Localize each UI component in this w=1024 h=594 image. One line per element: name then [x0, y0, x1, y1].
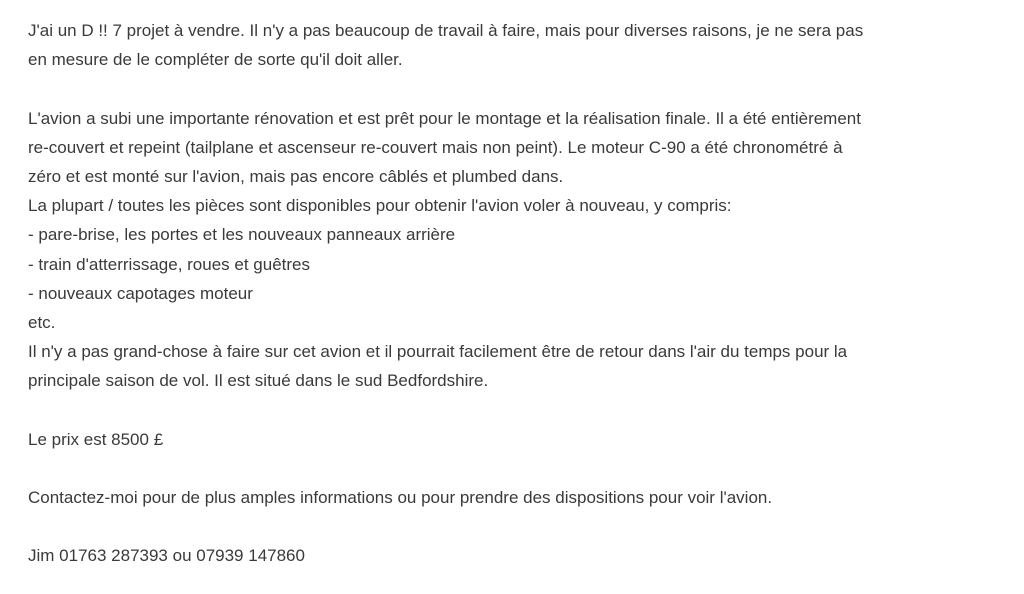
paragraph-gap — [28, 395, 1018, 424]
intro-line-1: J'ai un D !! 7 projet à vendre. Il n'y a pas beaucoup de travail à faire, mais pour diverses raisons, je ne sera pas — [28, 21, 864, 40]
intro-line-2: en mesure de le compléter de sorte qu'il doit aller. — [28, 50, 403, 70]
paragraph-gap — [28, 454, 1018, 483]
contact-line: Contactez-moi pour de plus amples informations ou pour prendre des dispositions pour voir l'avion. — [28, 488, 773, 507]
details-line-2: re-couvert et repeint (tailplane et ascenseur re-couvert mais non peint). Le moteur C-90 a été chronométré à — [28, 137, 843, 157]
parts-intro-line: La plupart / toutes les pièces sont disponibles pour obtenir l'avion voler à nouveau, y compris: — [28, 196, 732, 216]
summary-line-1: Il n'y a pas grand-chose à faire sur cet avion et il pourrait facilement être de retour dans l'air du temps pour la — [28, 342, 848, 362]
listing-text — [28, 16, 1018, 571]
parts-item-windshield: - pare-brise, les portes et les nouveaux panneaux arrière — [28, 225, 456, 245]
parts-item-cowlings: - nouveaux capotages moteur — [28, 283, 253, 303]
parts-item-landing-gear: - train d'atterrissage, roues et guêtres — [28, 254, 310, 274]
details-line-1: L'avion a subi une importante rénovation et est prêt pour le montage et la réalisation finale. Il a été entièrement — [28, 108, 861, 128]
phone-line: Jim 01763 287393 ou 07939 147860 — [28, 546, 305, 566]
summary-line-2: principale saison de vol. Il est situé dans le sud Bedfordshire. — [28, 371, 489, 391]
parts-item-etc: etc. — [28, 312, 56, 332]
paragraph-gap — [28, 512, 1018, 541]
details-line-3: zéro et est monté sur l'avion, mais pas encore câblés et plumbed dans. — [28, 166, 564, 186]
price-line: Le prix est 8500 £ — [28, 429, 164, 449]
paragraph-gap — [28, 74, 1018, 103]
